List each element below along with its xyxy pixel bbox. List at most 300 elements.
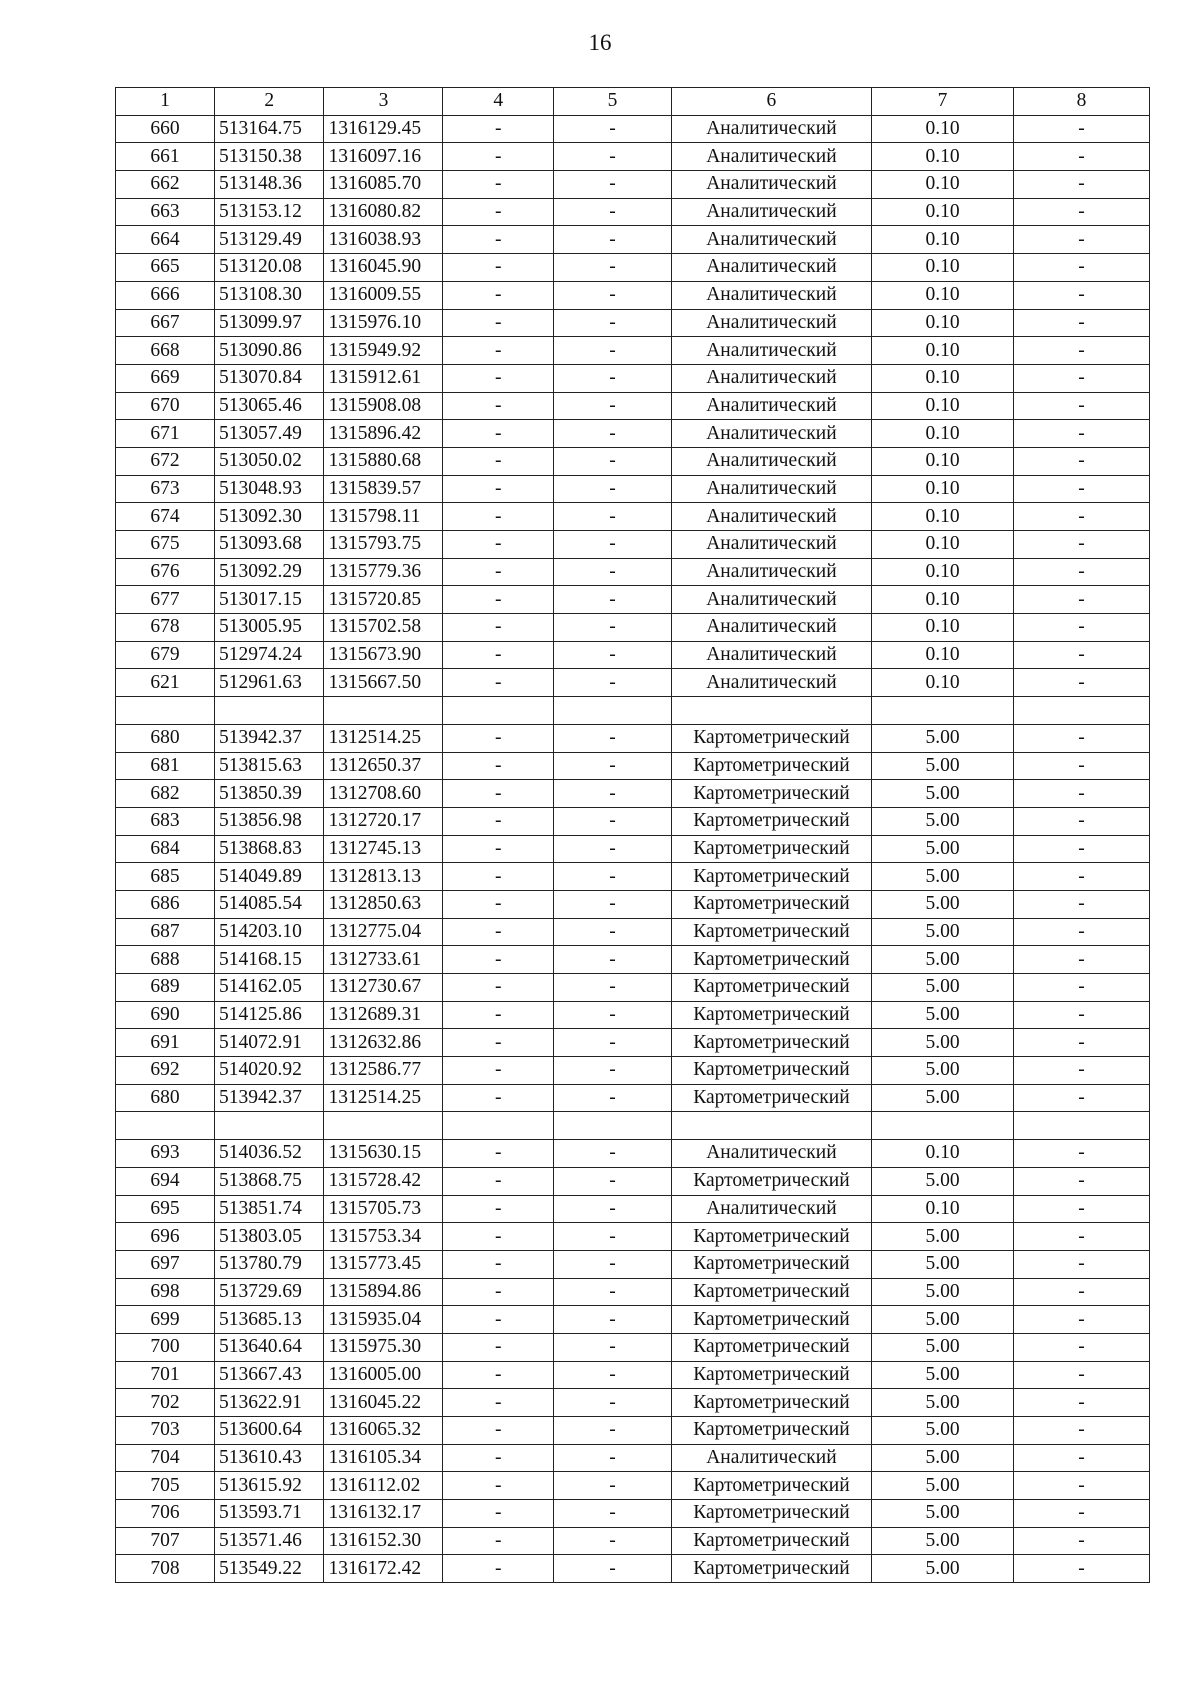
accuracy-cell: 5.00 [871, 1389, 1013, 1417]
column-4-cell: - [443, 115, 554, 143]
y-coordinate-cell: 1315949.92 [324, 337, 443, 365]
accuracy-cell: 5.00 [871, 1500, 1013, 1528]
accuracy-cell: 0.10 [871, 392, 1013, 420]
column-4-cell: - [443, 364, 554, 392]
table-row [116, 586, 1150, 614]
point-number-cell: 662 [116, 171, 215, 199]
column-8-cell [1014, 1112, 1150, 1140]
column-8-cell: - [1014, 254, 1150, 282]
accuracy-cell: 0.10 [871, 254, 1013, 282]
table-row [116, 254, 1150, 282]
point-number-cell: 707 [116, 1527, 215, 1555]
accuracy-cell: 5.00 [871, 946, 1013, 974]
y-coordinate-cell: 1315908.08 [324, 392, 443, 420]
method-cell: Аналитический [671, 475, 871, 503]
column-4-cell: - [443, 198, 554, 226]
x-coordinate-cell [214, 697, 324, 725]
table-row [116, 198, 1150, 226]
x-coordinate-cell: 513851.74 [214, 1195, 324, 1223]
column-5-cell: - [553, 309, 671, 337]
column-8-cell [1014, 697, 1150, 725]
method-cell: Картометрический [671, 1333, 871, 1361]
table-row [116, 1527, 1150, 1555]
x-coordinate-cell: 513093.68 [214, 531, 324, 559]
method-cell: Аналитический [671, 143, 871, 171]
point-number-cell: 667 [116, 309, 215, 337]
column-8-cell: - [1014, 1001, 1150, 1029]
column-5-cell: - [553, 974, 671, 1002]
method-cell: Картометрический [671, 1472, 871, 1500]
accuracy-cell: 5.00 [871, 918, 1013, 946]
method-cell: Картометрический [671, 1389, 871, 1417]
column-4-cell: - [443, 447, 554, 475]
table-row [116, 1389, 1150, 1417]
y-coordinate-cell: 1312708.60 [324, 780, 443, 808]
y-coordinate-cell: 1312514.25 [324, 724, 443, 752]
method-cell: Аналитический [671, 1195, 871, 1223]
y-coordinate-cell: 1315630.15 [324, 1140, 443, 1168]
column-5-cell: - [553, 863, 671, 891]
table-row [116, 752, 1150, 780]
accuracy-cell: 5.00 [871, 835, 1013, 863]
y-coordinate-cell: 1312813.13 [324, 863, 443, 891]
method-cell: Картометрический [671, 1361, 871, 1389]
y-coordinate-cell: 1315894.86 [324, 1278, 443, 1306]
y-coordinate-cell [324, 1112, 443, 1140]
column-8-cell: - [1014, 1278, 1150, 1306]
x-coordinate-cell: 513070.84 [214, 364, 324, 392]
x-coordinate-cell: 513050.02 [214, 447, 324, 475]
column-5-cell: - [553, 614, 671, 642]
accuracy-cell: 5.00 [871, 974, 1013, 1002]
point-number-cell: 664 [116, 226, 215, 254]
table-row [116, 614, 1150, 642]
column-4-cell: - [443, 254, 554, 282]
column-5-cell: - [553, 1278, 671, 1306]
column-5-cell: - [553, 835, 671, 863]
accuracy-cell: 0.10 [871, 337, 1013, 365]
method-cell: Картометрический [671, 1084, 871, 1112]
y-coordinate-cell: 1315705.73 [324, 1195, 443, 1223]
method-cell: Аналитический [671, 447, 871, 475]
x-coordinate-cell: 513057.49 [214, 420, 324, 448]
column-5-cell: - [553, 752, 671, 780]
column-5-cell: - [553, 1306, 671, 1334]
point-number-cell: 700 [116, 1333, 215, 1361]
x-coordinate-cell: 513571.46 [214, 1527, 324, 1555]
y-coordinate-cell: 1315720.85 [324, 586, 443, 614]
method-cell: Аналитический [671, 503, 871, 531]
method-cell: Картометрический [671, 974, 871, 1002]
table-row [116, 1555, 1150, 1583]
table-row [116, 171, 1150, 199]
column-8-cell: - [1014, 1084, 1150, 1112]
method-cell: Аналитический [671, 171, 871, 199]
method-cell: Картометрический [671, 863, 871, 891]
table-row [116, 1140, 1150, 1168]
y-coordinate-cell: 1316065.32 [324, 1417, 443, 1445]
point-number-cell: 685 [116, 863, 215, 891]
accuracy-cell: 0.10 [871, 669, 1013, 697]
column-8-cell: - [1014, 1140, 1150, 1168]
accuracy-cell: 0.10 [871, 614, 1013, 642]
column-8-cell: - [1014, 1500, 1150, 1528]
column-4-cell: - [443, 475, 554, 503]
point-number-cell: 690 [116, 1001, 215, 1029]
column-5-cell: - [553, 337, 671, 365]
y-coordinate-cell: 1312514.25 [324, 1084, 443, 1112]
column-5-cell: - [553, 1223, 671, 1251]
point-number-cell: 673 [116, 475, 215, 503]
column-8-cell: - [1014, 890, 1150, 918]
point-number-cell [116, 1112, 215, 1140]
y-coordinate-cell [324, 697, 443, 725]
column-5-cell: - [553, 1001, 671, 1029]
x-coordinate-cell: 513092.29 [214, 558, 324, 586]
x-coordinate-cell: 513017.15 [214, 586, 324, 614]
column-8-cell: - [1014, 1389, 1150, 1417]
x-coordinate-cell: 513549.22 [214, 1555, 324, 1583]
point-number-cell: 663 [116, 198, 215, 226]
method-cell: Картометрический [671, 1001, 871, 1029]
point-number-cell: 621 [116, 669, 215, 697]
point-number-cell: 680 [116, 1084, 215, 1112]
y-coordinate-cell: 1316085.70 [324, 171, 443, 199]
column-5-cell: - [553, 558, 671, 586]
table-header-row [116, 88, 1150, 116]
x-coordinate-cell: 514049.89 [214, 863, 324, 891]
column-header-2: 2 [214, 88, 324, 116]
column-5-cell: - [553, 475, 671, 503]
column-8-cell: - [1014, 115, 1150, 143]
method-cell: Картометрический [671, 1167, 871, 1195]
x-coordinate-cell: 513090.86 [214, 337, 324, 365]
y-coordinate-cell: 1316132.17 [324, 1500, 443, 1528]
column-8-cell: - [1014, 503, 1150, 531]
column-4-cell: - [443, 586, 554, 614]
column-5-cell: - [553, 392, 671, 420]
x-coordinate-cell: 513150.38 [214, 143, 324, 171]
column-5-cell: - [553, 1361, 671, 1389]
column-8-cell: - [1014, 1057, 1150, 1085]
accuracy-cell: 5.00 [871, 1278, 1013, 1306]
column-4-cell: - [443, 1001, 554, 1029]
table-row [116, 1306, 1150, 1334]
y-coordinate-cell: 1315798.11 [324, 503, 443, 531]
column-4-cell: - [443, 974, 554, 1002]
column-4-cell: - [443, 1500, 554, 1528]
y-coordinate-cell: 1316038.93 [324, 226, 443, 254]
x-coordinate-cell: 513148.36 [214, 171, 324, 199]
method-cell: Аналитический [671, 254, 871, 282]
accuracy-cell: 0.10 [871, 503, 1013, 531]
x-coordinate-cell: 514072.91 [214, 1029, 324, 1057]
column-8-cell: - [1014, 1417, 1150, 1445]
column-4-cell: - [443, 531, 554, 559]
column-4-cell: - [443, 226, 554, 254]
table-row [116, 641, 1150, 669]
point-number-cell: 701 [116, 1361, 215, 1389]
x-coordinate-cell: 513640.64 [214, 1333, 324, 1361]
column-4-cell: - [443, 1333, 554, 1361]
column-4-cell: - [443, 1057, 554, 1085]
column-5-cell: - [553, 198, 671, 226]
accuracy-cell: 5.00 [871, 780, 1013, 808]
x-coordinate-cell: 514203.10 [214, 918, 324, 946]
method-cell: Картометрический [671, 835, 871, 863]
column-8-cell: - [1014, 171, 1150, 199]
column-5-cell: - [553, 890, 671, 918]
y-coordinate-cell: 1315728.42 [324, 1167, 443, 1195]
table-row [116, 226, 1150, 254]
table-row [116, 115, 1150, 143]
accuracy-cell: 0.10 [871, 641, 1013, 669]
point-number-cell: 695 [116, 1195, 215, 1223]
accuracy-cell: 0.10 [871, 420, 1013, 448]
column-8-cell: - [1014, 918, 1150, 946]
method-cell: Аналитический [671, 226, 871, 254]
method-cell: Аналитический [671, 281, 871, 309]
method-cell: Картометрический [671, 1555, 871, 1583]
x-coordinate-cell: 513164.75 [214, 115, 324, 143]
y-coordinate-cell: 1315793.75 [324, 531, 443, 559]
accuracy-cell: 5.00 [871, 1333, 1013, 1361]
column-5-cell: - [553, 946, 671, 974]
accuracy-cell: 0.10 [871, 1195, 1013, 1223]
point-number-cell: 681 [116, 752, 215, 780]
x-coordinate-cell: 513120.08 [214, 254, 324, 282]
accuracy-cell: 5.00 [871, 1555, 1013, 1583]
y-coordinate-cell: 1312720.17 [324, 807, 443, 835]
column-5-cell: - [553, 780, 671, 808]
y-coordinate-cell: 1315702.58 [324, 614, 443, 642]
table-row [116, 1500, 1150, 1528]
column-5-cell: - [553, 281, 671, 309]
method-cell: Картометрический [671, 1417, 871, 1445]
point-number-cell: 702 [116, 1389, 215, 1417]
column-8-cell: - [1014, 1195, 1150, 1223]
x-coordinate-cell: 513600.64 [214, 1417, 324, 1445]
x-coordinate-cell: 513129.49 [214, 226, 324, 254]
column-4-cell: - [443, 1472, 554, 1500]
table-row [116, 1223, 1150, 1251]
column-8-cell: - [1014, 1167, 1150, 1195]
column-4-cell: - [443, 1361, 554, 1389]
x-coordinate-cell: 513610.43 [214, 1444, 324, 1472]
table-row [116, 1084, 1150, 1112]
accuracy-cell: 0.10 [871, 171, 1013, 199]
y-coordinate-cell: 1315779.36 [324, 558, 443, 586]
method-cell: Аналитический [671, 1140, 871, 1168]
table-row [116, 1417, 1150, 1445]
accuracy-cell: 5.00 [871, 807, 1013, 835]
accuracy-cell: 5.00 [871, 1029, 1013, 1057]
method-cell: Картометрический [671, 1029, 871, 1057]
x-coordinate-cell [214, 1112, 324, 1140]
accuracy-cell: 5.00 [871, 1057, 1013, 1085]
table-row [116, 724, 1150, 752]
y-coordinate-cell: 1312689.31 [324, 1001, 443, 1029]
column-5-cell: - [553, 586, 671, 614]
method-cell: Аналитический [671, 558, 871, 586]
column-5-cell: - [553, 1389, 671, 1417]
method-cell: Аналитический [671, 614, 871, 642]
column-5-cell: - [553, 226, 671, 254]
accuracy-cell: 5.00 [871, 1306, 1013, 1334]
accuracy-cell: 0.10 [871, 198, 1013, 226]
column-8-cell: - [1014, 420, 1150, 448]
column-8-cell: - [1014, 309, 1150, 337]
accuracy-cell: 5.00 [871, 724, 1013, 752]
column-8-cell: - [1014, 1223, 1150, 1251]
column-4-cell: - [443, 669, 554, 697]
column-8-cell: - [1014, 752, 1150, 780]
table-row [116, 364, 1150, 392]
y-coordinate-cell: 1312650.37 [324, 752, 443, 780]
table-row [116, 974, 1150, 1002]
table-row [116, 918, 1150, 946]
column-header-4: 4 [443, 88, 554, 116]
column-4-cell: - [443, 918, 554, 946]
table-row [116, 1361, 1150, 1389]
point-number-cell: 708 [116, 1555, 215, 1583]
y-coordinate-cell: 1312850.63 [324, 890, 443, 918]
table-row [116, 1278, 1150, 1306]
accuracy-cell: 0.10 [871, 447, 1013, 475]
column-5-cell: - [553, 1057, 671, 1085]
accuracy-cell: 0.10 [871, 115, 1013, 143]
method-cell: Картометрический [671, 1223, 871, 1251]
y-coordinate-cell: 1312775.04 [324, 918, 443, 946]
column-5-cell [553, 697, 671, 725]
table-row [116, 1112, 1150, 1140]
point-number-cell: 680 [116, 724, 215, 752]
column-header-6: 6 [671, 88, 871, 116]
point-number-cell: 668 [116, 337, 215, 365]
x-coordinate-cell: 513803.05 [214, 1223, 324, 1251]
column-4-cell: - [443, 780, 554, 808]
x-coordinate-cell: 513005.95 [214, 614, 324, 642]
table-row [116, 558, 1150, 586]
x-coordinate-cell: 513048.93 [214, 475, 324, 503]
table-row [116, 780, 1150, 808]
x-coordinate-cell: 513108.30 [214, 281, 324, 309]
method-cell: Аналитический [671, 364, 871, 392]
column-4-cell: - [443, 1223, 554, 1251]
column-8-cell: - [1014, 974, 1150, 1002]
method-cell [671, 697, 871, 725]
column-5-cell: - [553, 1084, 671, 1112]
point-number-cell: 666 [116, 281, 215, 309]
column-8-cell: - [1014, 641, 1150, 669]
method-cell: Картометрический [671, 1057, 871, 1085]
table-row [116, 1250, 1150, 1278]
point-number-cell [116, 697, 215, 725]
column-4-cell: - [443, 1029, 554, 1057]
column-8-cell: - [1014, 724, 1150, 752]
method-cell: Аналитический [671, 198, 871, 226]
y-coordinate-cell: 1312586.77 [324, 1057, 443, 1085]
x-coordinate-cell: 513615.92 [214, 1472, 324, 1500]
column-8-cell: - [1014, 807, 1150, 835]
column-5-cell: - [553, 447, 671, 475]
table-row [116, 392, 1150, 420]
accuracy-cell: 5.00 [871, 1250, 1013, 1278]
accuracy-cell: 5.00 [871, 1001, 1013, 1029]
method-cell: Картометрический [671, 780, 871, 808]
column-4-cell: - [443, 1250, 554, 1278]
coordinates-table [115, 87, 1150, 1583]
column-8-cell: - [1014, 475, 1150, 503]
point-number-cell: 699 [116, 1306, 215, 1334]
table-row [116, 337, 1150, 365]
accuracy-cell [871, 697, 1013, 725]
column-5-cell: - [553, 669, 671, 697]
method-cell: Аналитический [671, 337, 871, 365]
column-8-cell: - [1014, 1444, 1150, 1472]
x-coordinate-cell: 513868.83 [214, 835, 324, 863]
method-cell: Аналитический [671, 531, 871, 559]
method-cell: Аналитический [671, 641, 871, 669]
y-coordinate-cell: 1316080.82 [324, 198, 443, 226]
column-4-cell: - [443, 1195, 554, 1223]
y-coordinate-cell: 1316009.55 [324, 281, 443, 309]
column-4-cell: - [443, 863, 554, 891]
y-coordinate-cell: 1312745.13 [324, 835, 443, 863]
column-4-cell: - [443, 420, 554, 448]
point-number-cell: 698 [116, 1278, 215, 1306]
column-8-cell: - [1014, 198, 1150, 226]
column-5-cell: - [553, 1140, 671, 1168]
accuracy-cell: 5.00 [871, 1472, 1013, 1500]
column-8-cell: - [1014, 1306, 1150, 1334]
point-number-cell: 703 [116, 1417, 215, 1445]
table-row [116, 1029, 1150, 1057]
x-coordinate-cell: 513065.46 [214, 392, 324, 420]
point-number-cell: 665 [116, 254, 215, 282]
x-coordinate-cell: 513593.71 [214, 1500, 324, 1528]
column-4-cell [443, 1112, 554, 1140]
method-cell: Аналитический [671, 1444, 871, 1472]
column-4-cell [443, 697, 554, 725]
accuracy-cell: 5.00 [871, 1084, 1013, 1112]
column-4-cell: - [443, 1167, 554, 1195]
accuracy-cell: 0.10 [871, 531, 1013, 559]
y-coordinate-cell: 1316005.00 [324, 1361, 443, 1389]
column-8-cell: - [1014, 586, 1150, 614]
table-body [116, 115, 1150, 1582]
point-number-cell: 679 [116, 641, 215, 669]
point-number-cell: 704 [116, 1444, 215, 1472]
column-4-cell: - [443, 281, 554, 309]
table-row [116, 420, 1150, 448]
x-coordinate-cell: 513780.79 [214, 1250, 324, 1278]
x-coordinate-cell: 513729.69 [214, 1278, 324, 1306]
column-5-cell: - [553, 420, 671, 448]
point-number-cell: 691 [116, 1029, 215, 1057]
y-coordinate-cell: 1316097.16 [324, 143, 443, 171]
table-row [116, 807, 1150, 835]
column-4-cell: - [443, 171, 554, 199]
point-number-cell: 694 [116, 1167, 215, 1195]
y-coordinate-cell: 1315673.90 [324, 641, 443, 669]
column-5-cell: - [553, 1250, 671, 1278]
column-header-8: 8 [1014, 88, 1150, 116]
column-header-1: 1 [116, 88, 215, 116]
method-cell: Аналитический [671, 392, 871, 420]
method-cell: Аналитический [671, 115, 871, 143]
point-number-cell: 661 [116, 143, 215, 171]
